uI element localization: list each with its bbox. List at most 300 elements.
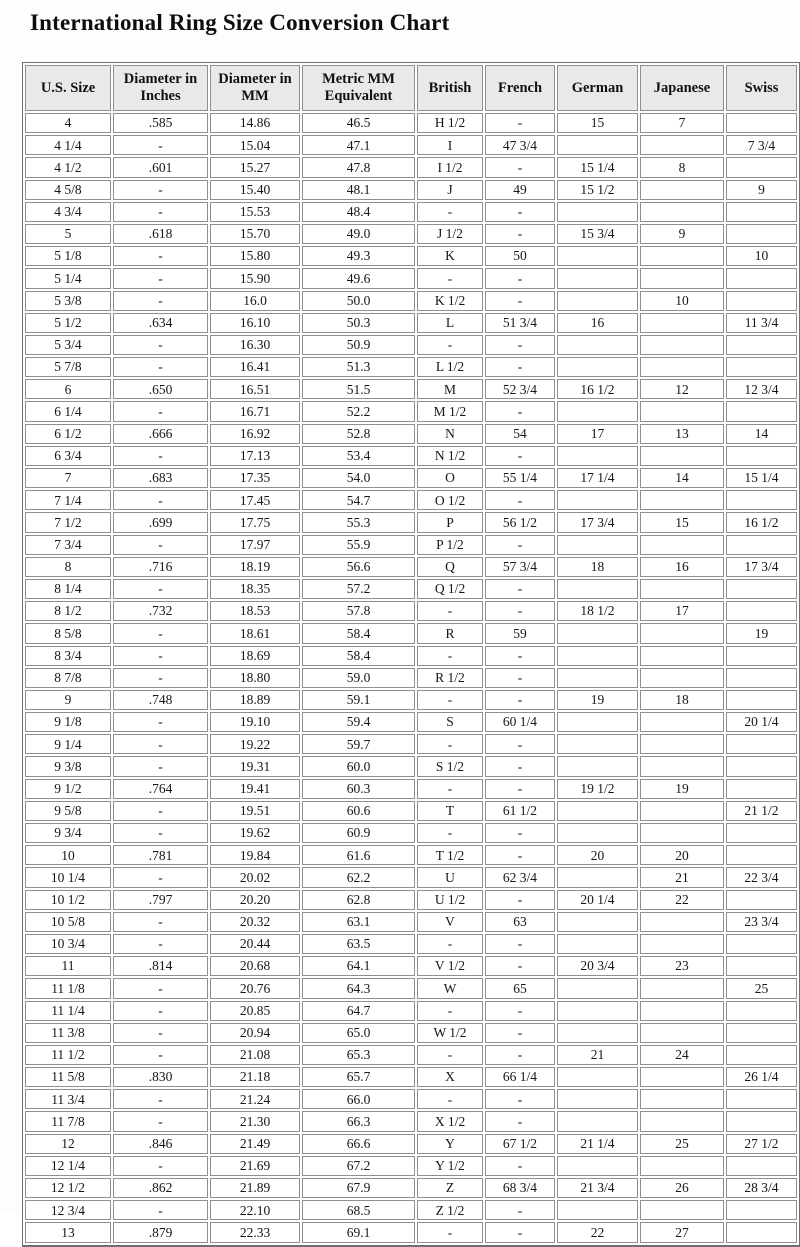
cell-swiss [726,646,797,666]
cell-metric-mm-equivalent: 48.4 [302,202,415,222]
cell-german [557,1111,638,1131]
cell-metric-mm-equivalent: 54.0 [302,468,415,488]
table-row [25,734,797,754]
cell-swiss [726,601,797,621]
cell-british: J [417,180,483,200]
cell-british: - [417,690,483,710]
cell-german: 15 3/4 [557,224,638,244]
cell-us-size: 8 1/2 [25,601,111,621]
cell-diameter-mm: 17.13 [210,446,300,466]
cell-german [557,712,638,732]
cell-french: - [485,446,555,466]
cell-metric-mm-equivalent: 64.1 [302,956,415,976]
cell-diameter-inches: - [113,535,208,555]
cell-diameter-mm: 20.44 [210,934,300,954]
cell-diameter-mm: 19.10 [210,712,300,732]
cell-german [557,135,638,155]
cell-british: W 1/2 [417,1023,483,1043]
cell-swiss [726,1089,797,1109]
cell-british: - [417,823,483,843]
cell-french: - [485,1023,555,1043]
table-row [25,468,797,488]
cell-diameter-mm: 18.35 [210,579,300,599]
cell-diameter-inches: - [113,268,208,288]
cell-japanese: 24 [640,1045,724,1065]
cell-diameter-mm: 16.30 [210,335,300,355]
column-header-metric-mm-equivalent: Metric MM Equivalent [302,65,415,111]
cell-german [557,978,638,998]
cell-diameter-mm: 18.53 [210,601,300,621]
cell-diameter-mm: 14.86 [210,113,300,133]
cell-japanese [640,1023,724,1043]
cell-diameter-mm: 16.0 [210,291,300,311]
cell-swiss [726,490,797,510]
cell-british: S 1/2 [417,756,483,776]
cell-metric-mm-equivalent: 46.5 [302,113,415,133]
cell-german: 15 1/4 [557,157,638,177]
table-row [25,801,797,821]
cell-us-size: 9 1/8 [25,712,111,732]
cell-diameter-mm: 15.80 [210,246,300,266]
cell-metric-mm-equivalent: 61.6 [302,845,415,865]
cell-swiss: 14 [726,424,797,444]
cell-diameter-mm: 17.75 [210,512,300,532]
cell-diameter-inches: .618 [113,224,208,244]
cell-japanese [640,401,724,421]
cell-metric-mm-equivalent: 58.4 [302,646,415,666]
cell-french: 66 1/4 [485,1067,555,1087]
cell-us-size: 9 3/8 [25,756,111,776]
column-header-us-size: U.S. Size [25,65,111,111]
cell-metric-mm-equivalent: 66.6 [302,1134,415,1154]
cell-japanese [640,734,724,754]
cell-french: - [485,690,555,710]
cell-german [557,335,638,355]
cell-british: I [417,135,483,155]
cell-french: 61 1/2 [485,801,555,821]
cell-diameter-inches: - [113,1200,208,1220]
column-header-diameter-mm: Diameter in MM [210,65,300,111]
cell-diameter-inches: - [113,180,208,200]
cell-swiss [726,1111,797,1131]
cell-metric-mm-equivalent: 58.4 [302,623,415,643]
cell-diameter-inches: - [113,1156,208,1176]
cell-swiss: 17 3/4 [726,557,797,577]
cell-us-size: 8 7/8 [25,668,111,688]
cell-german [557,623,638,643]
cell-metric-mm-equivalent: 66.0 [302,1089,415,1109]
cell-diameter-inches: .585 [113,113,208,133]
cell-japanese [640,313,724,333]
cell-diameter-mm: 21.08 [210,1045,300,1065]
cell-french: - [485,113,555,133]
cell-diameter-inches: .732 [113,601,208,621]
cell-us-size: 10 3/4 [25,934,111,954]
cell-japanese [640,801,724,821]
cell-german [557,268,638,288]
cell-metric-mm-equivalent: 52.2 [302,401,415,421]
cell-diameter-mm: 16.51 [210,379,300,399]
cell-diameter-inches: .781 [113,845,208,865]
cell-diameter-mm: 17.35 [210,468,300,488]
cell-us-size: 8 5/8 [25,623,111,643]
cell-japanese [640,823,724,843]
cell-us-size: 12 1/4 [25,1156,111,1176]
cell-diameter-inches: - [113,912,208,932]
cell-swiss: 16 1/2 [726,512,797,532]
cell-japanese: 20 [640,845,724,865]
cell-german [557,202,638,222]
table-row [25,623,797,643]
cell-swiss [726,690,797,710]
cell-swiss: 15 1/4 [726,468,797,488]
cell-swiss [726,823,797,843]
cell-german [557,446,638,466]
cell-us-size: 12 3/4 [25,1200,111,1220]
table-row [25,690,797,710]
cell-swiss [726,113,797,133]
cell-british: M 1/2 [417,401,483,421]
cell-british: T [417,801,483,821]
cell-german: 16 [557,313,638,333]
cell-japanese: 26 [640,1178,724,1198]
cell-german [557,1023,638,1043]
cell-french: - [485,579,555,599]
cell-japanese [640,912,724,932]
table-row [25,601,797,621]
cell-us-size: 11 5/8 [25,1067,111,1087]
cell-us-size: 11 1/8 [25,978,111,998]
cell-diameter-inches: .716 [113,557,208,577]
cell-german [557,801,638,821]
cell-us-size: 10 5/8 [25,912,111,932]
cell-swiss [726,335,797,355]
cell-german [557,756,638,776]
table-row [25,712,797,732]
cell-british: - [417,779,483,799]
cell-japanese [640,756,724,776]
table-row [25,224,797,244]
cell-german: 21 3/4 [557,1178,638,1198]
cell-diameter-inches: - [113,1023,208,1043]
table-row [25,579,797,599]
cell-french: - [485,1111,555,1131]
cell-swiss: 21 1/2 [726,801,797,821]
cell-metric-mm-equivalent: 65.7 [302,1067,415,1087]
cell-metric-mm-equivalent: 59.4 [302,712,415,732]
cell-diameter-inches: .830 [113,1067,208,1087]
cell-swiss: 23 3/4 [726,912,797,932]
column-header-british: British [417,65,483,111]
table-row [25,845,797,865]
cell-british: R 1/2 [417,668,483,688]
table-row [25,202,797,222]
cell-us-size: 9 [25,690,111,710]
cell-metric-mm-equivalent: 65.3 [302,1045,415,1065]
cell-diameter-mm: 20.94 [210,1023,300,1043]
table-row [25,291,797,311]
cell-diameter-mm: 15.40 [210,180,300,200]
cell-diameter-mm: 21.24 [210,1089,300,1109]
cell-japanese: 10 [640,291,724,311]
cell-diameter-mm: 21.49 [210,1134,300,1154]
table-header-row [25,65,797,111]
cell-diameter-mm: 20.02 [210,867,300,887]
cell-diameter-mm: 16.10 [210,313,300,333]
table-row [25,490,797,510]
table-row [25,1134,797,1154]
cell-diameter-inches: - [113,712,208,732]
cell-british: N 1/2 [417,446,483,466]
cell-diameter-inches: - [113,867,208,887]
cell-metric-mm-equivalent: 49.6 [302,268,415,288]
cell-french: 52 3/4 [485,379,555,399]
cell-swiss [726,357,797,377]
table-row [25,978,797,998]
cell-diameter-inches: - [113,291,208,311]
cell-french: - [485,779,555,799]
cell-british: Z [417,1178,483,1198]
cell-diameter-mm: 20.76 [210,978,300,998]
cell-us-size: 5 3/8 [25,291,111,311]
table-row [25,379,797,399]
table-row [25,424,797,444]
cell-british: R [417,623,483,643]
cell-diameter-inches: - [113,1111,208,1131]
cell-diameter-inches: - [113,579,208,599]
column-header-diameter-inches: Diameter in Inches [113,65,208,111]
cell-swiss [726,268,797,288]
cell-diameter-mm: 18.80 [210,668,300,688]
cell-japanese [640,623,724,643]
cell-metric-mm-equivalent: 62.2 [302,867,415,887]
cell-diameter-mm: 20.85 [210,1001,300,1021]
cell-metric-mm-equivalent: 59.0 [302,668,415,688]
cell-us-size: 4 5/8 [25,180,111,200]
cell-diameter-inches: .797 [113,890,208,910]
cell-swiss [726,1001,797,1021]
cell-japanese: 19 [640,779,724,799]
cell-metric-mm-equivalent: 55.9 [302,535,415,555]
cell-metric-mm-equivalent: 64.7 [302,1001,415,1021]
cell-swiss [726,1156,797,1176]
cell-us-size: 11 1/4 [25,1001,111,1021]
cell-german [557,1001,638,1021]
table-row [25,867,797,887]
table-row [25,268,797,288]
cell-swiss [726,1023,797,1043]
cell-french: 49 [485,180,555,200]
cell-french: - [485,823,555,843]
cell-diameter-mm: 21.69 [210,1156,300,1176]
cell-german [557,668,638,688]
cell-french: 54 [485,424,555,444]
cell-french: 68 3/4 [485,1178,555,1198]
cell-british: U 1/2 [417,890,483,910]
cell-us-size: 6 1/4 [25,401,111,421]
cell-metric-mm-equivalent: 48.1 [302,180,415,200]
cell-metric-mm-equivalent: 63.5 [302,934,415,954]
cell-japanese: 13 [640,424,724,444]
cell-diameter-mm: 18.89 [210,690,300,710]
cell-swiss: 27 1/2 [726,1134,797,1154]
cell-diameter-inches: - [113,1001,208,1021]
cell-french: - [485,1045,555,1065]
cell-german: 16 1/2 [557,379,638,399]
cell-diameter-inches: - [113,490,208,510]
cell-diameter-mm: 16.92 [210,424,300,444]
cell-us-size: 6 [25,379,111,399]
cell-british: Z 1/2 [417,1200,483,1220]
cell-japanese: 23 [640,956,724,976]
cell-swiss: 22 3/4 [726,867,797,887]
cell-metric-mm-equivalent: 60.9 [302,823,415,843]
cell-swiss [726,224,797,244]
table-row [25,1089,797,1109]
cell-diameter-mm: 17.97 [210,535,300,555]
table-row [25,1156,797,1176]
cell-japanese [640,535,724,555]
cell-us-size: 10 [25,845,111,865]
cell-metric-mm-equivalent: 57.8 [302,601,415,621]
table-row [25,646,797,666]
cell-japanese [640,579,724,599]
cell-diameter-inches: - [113,978,208,998]
cell-metric-mm-equivalent: 54.7 [302,490,415,510]
cell-french: - [485,845,555,865]
cell-french: - [485,291,555,311]
cell-diameter-mm: 17.45 [210,490,300,510]
cell-german: 21 1/4 [557,1134,638,1154]
cell-us-size: 7 1/4 [25,490,111,510]
table-row [25,401,797,421]
cell-german [557,291,638,311]
table-row [25,779,797,799]
table-row [25,1067,797,1087]
cell-french: - [485,401,555,421]
cell-japanese [640,135,724,155]
cell-diameter-inches: - [113,623,208,643]
table-row [25,756,797,776]
cell-german [557,1200,638,1220]
cell-japanese: 25 [640,1134,724,1154]
cell-diameter-inches: .764 [113,779,208,799]
cell-japanese: 17 [640,601,724,621]
ring-size-conversion-table [22,62,800,1247]
cell-swiss: 12 3/4 [726,379,797,399]
cell-german: 17 3/4 [557,512,638,532]
cell-us-size: 11 [25,956,111,976]
cell-swiss [726,668,797,688]
table-row [25,668,797,688]
cell-diameter-inches: .650 [113,379,208,399]
cell-japanese [640,490,724,510]
cell-us-size: 4 [25,113,111,133]
cell-swiss [726,756,797,776]
cell-japanese [640,1111,724,1131]
cell-us-size: 5 3/4 [25,335,111,355]
cell-diameter-inches: - [113,135,208,155]
column-header-japanese: Japanese [640,65,724,111]
cell-german [557,646,638,666]
cell-metric-mm-equivalent: 51.3 [302,357,415,377]
cell-us-size: 9 5/8 [25,801,111,821]
cell-us-size: 8 3/4 [25,646,111,666]
cell-german: 21 [557,1045,638,1065]
cell-british: - [417,601,483,621]
cell-swiss [726,956,797,976]
cell-swiss: 10 [726,246,797,266]
cell-british: S [417,712,483,732]
cell-german: 19 [557,690,638,710]
cell-metric-mm-equivalent: 59.1 [302,690,415,710]
cell-swiss [726,535,797,555]
page-title: International Ring Size Conversion Chart [30,10,450,35]
cell-british: K 1/2 [417,291,483,311]
cell-diameter-mm: 19.41 [210,779,300,799]
cell-japanese [640,335,724,355]
cell-british: O [417,468,483,488]
table-row [25,1023,797,1043]
cell-japanese: 8 [640,157,724,177]
cell-japanese [640,934,724,954]
cell-german [557,579,638,599]
cell-german [557,867,638,887]
cell-british: W [417,978,483,998]
cell-german [557,734,638,754]
cell-metric-mm-equivalent: 66.3 [302,1111,415,1131]
cell-metric-mm-equivalent: 51.5 [302,379,415,399]
cell-japanese [640,1200,724,1220]
cell-diameter-inches: .634 [113,313,208,333]
cell-metric-mm-equivalent: 64.3 [302,978,415,998]
cell-british: X [417,1067,483,1087]
cell-japanese [640,978,724,998]
cell-metric-mm-equivalent: 69.1 [302,1222,415,1242]
cell-diameter-mm: 15.70 [210,224,300,244]
cell-swiss [726,779,797,799]
cell-german [557,934,638,954]
cell-us-size: 4 1/4 [25,135,111,155]
cell-diameter-mm: 21.18 [210,1067,300,1087]
cell-metric-mm-equivalent: 62.8 [302,890,415,910]
cell-british: J 1/2 [417,224,483,244]
cell-french: - [485,601,555,621]
cell-french: - [485,756,555,776]
cell-british: Y 1/2 [417,1156,483,1176]
cell-metric-mm-equivalent: 47.1 [302,135,415,155]
cell-german [557,535,638,555]
table-row [25,357,797,377]
cell-us-size: 5 [25,224,111,244]
cell-diameter-inches: - [113,335,208,355]
cell-diameter-mm: 18.61 [210,623,300,643]
cell-swiss: 20 1/4 [726,712,797,732]
cell-german: 18 [557,557,638,577]
cell-french: - [485,202,555,222]
cell-diameter-mm: 16.41 [210,357,300,377]
cell-british: - [417,1045,483,1065]
cell-japanese [640,357,724,377]
column-header-german: German [557,65,638,111]
table-row [25,335,797,355]
cell-british: H 1/2 [417,113,483,133]
cell-us-size: 6 1/2 [25,424,111,444]
cell-diameter-inches: - [113,357,208,377]
cell-metric-mm-equivalent: 53.4 [302,446,415,466]
cell-swiss: 25 [726,978,797,998]
cell-metric-mm-equivalent: 52.8 [302,424,415,444]
